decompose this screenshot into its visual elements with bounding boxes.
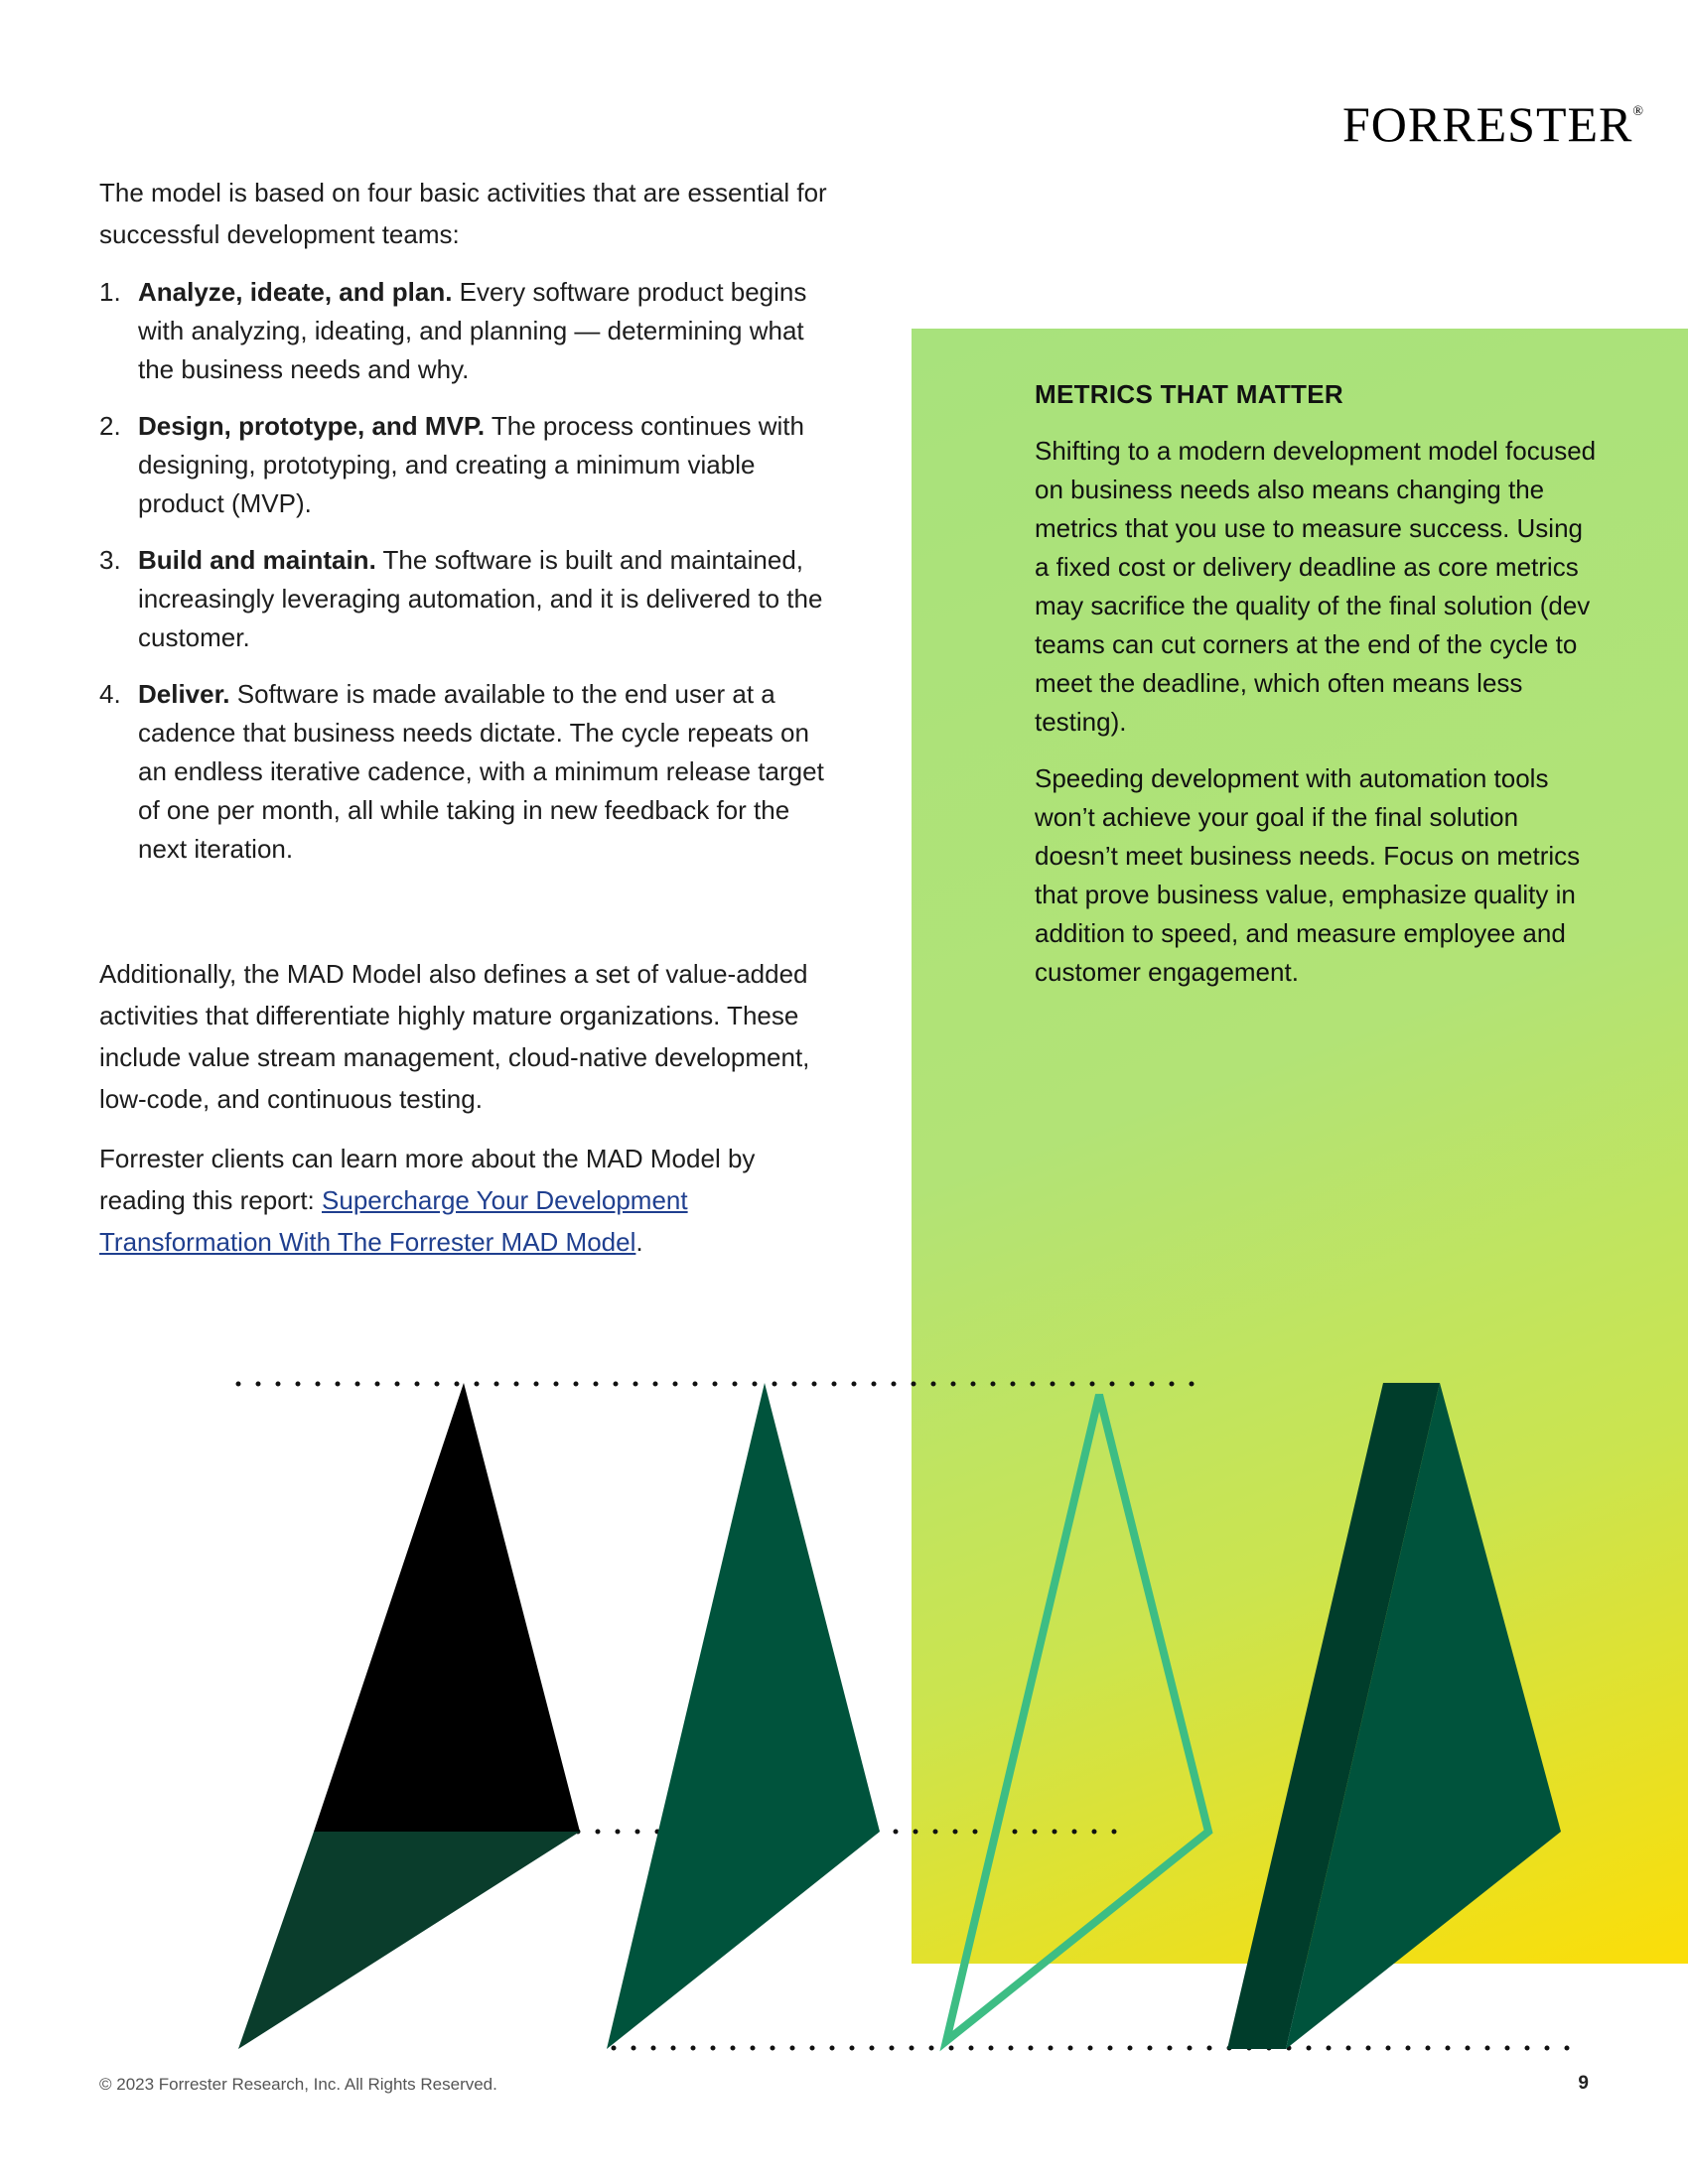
list-item-title: Build and maintain. <box>138 545 376 575</box>
list-item-text: The process continues with designing, prototyping, and creating a minimum viable product (MVP). <box>138 411 804 518</box>
triangle-forest-green <box>607 1383 880 2049</box>
copyright-text: © 2023 Forrester Research, Inc. All Rights Reserved. <box>99 2075 497 2094</box>
triangle-dark-green <box>238 1832 580 2049</box>
list-item-title: Analyze, ideate, and plan. <box>138 277 453 307</box>
sidebar-heading: METRICS THAT MATTER <box>1035 379 1343 409</box>
sidebar-paragraph: Shifting to a modern development model focused on business needs also means changing the metrics that you use to measure success. Using a fixed cost or delivery deadline as core metrics may sacrifice the quality of the final solution (dev teams can cut corners at the end of the cycle to meet the deadline, which often means less testing). <box>1035 436 1597 737</box>
registered-mark: ® <box>1632 104 1645 119</box>
logo-text: FORRESTER <box>1342 96 1633 152</box>
list-item-number: 2. <box>99 411 121 441</box>
intro-paragraph: The model is based on four basic activities that are essential for successful development teams: <box>99 178 827 249</box>
list-item-title: Design, prototype, and MVP. <box>138 411 486 441</box>
report-link[interactable]: Supercharge Your Development Transformation With The Forrester MAD Model <box>99 1185 688 1257</box>
additional-paragraph: Additionally, the MAD Model also defines a set of value-added activities that differentiate highly mature organizations. These include value stream management, cloud-native development, low-code, and continuous testing. <box>99 959 810 1114</box>
list-item-text: Software is made available to the end user at a cadence that business needs dictate. The cycle repeats on an endless iterative cadence, with a minimum release target of one per month, all while taking in new feedback for the next iteration. <box>138 679 824 864</box>
clients-suffix: . <box>635 1227 643 1257</box>
clients-prefix: Forrester clients can learn more about the MAD Model by reading this report: <box>99 1144 756 1215</box>
sidebar-paragraph: Speeding development with automation tools won’t achieve your goal if the final solution doesn’t meet business needs. Focus on metrics that prove business value, emphasize quality in addition to speed, and measure employee and customer engagement. <box>1035 763 1581 987</box>
list-item-number: 1. <box>99 277 121 307</box>
list-item-text: Every software product begins with analyzing, ideating, and planning — determining what the business needs and why. <box>138 277 807 384</box>
list-item-text: The software is built and maintained, increasingly leveraging automation, and it is delivered to the customer. <box>138 545 823 652</box>
list-item-number: 4. <box>99 679 121 709</box>
page-number: 9 <box>1578 2073 1589 2094</box>
list-item-number: 3. <box>99 545 121 575</box>
triangle-mint-outline <box>946 1395 1208 2041</box>
list-item-title: Deliver. <box>138 679 230 709</box>
triangle-black <box>314 1383 580 1832</box>
